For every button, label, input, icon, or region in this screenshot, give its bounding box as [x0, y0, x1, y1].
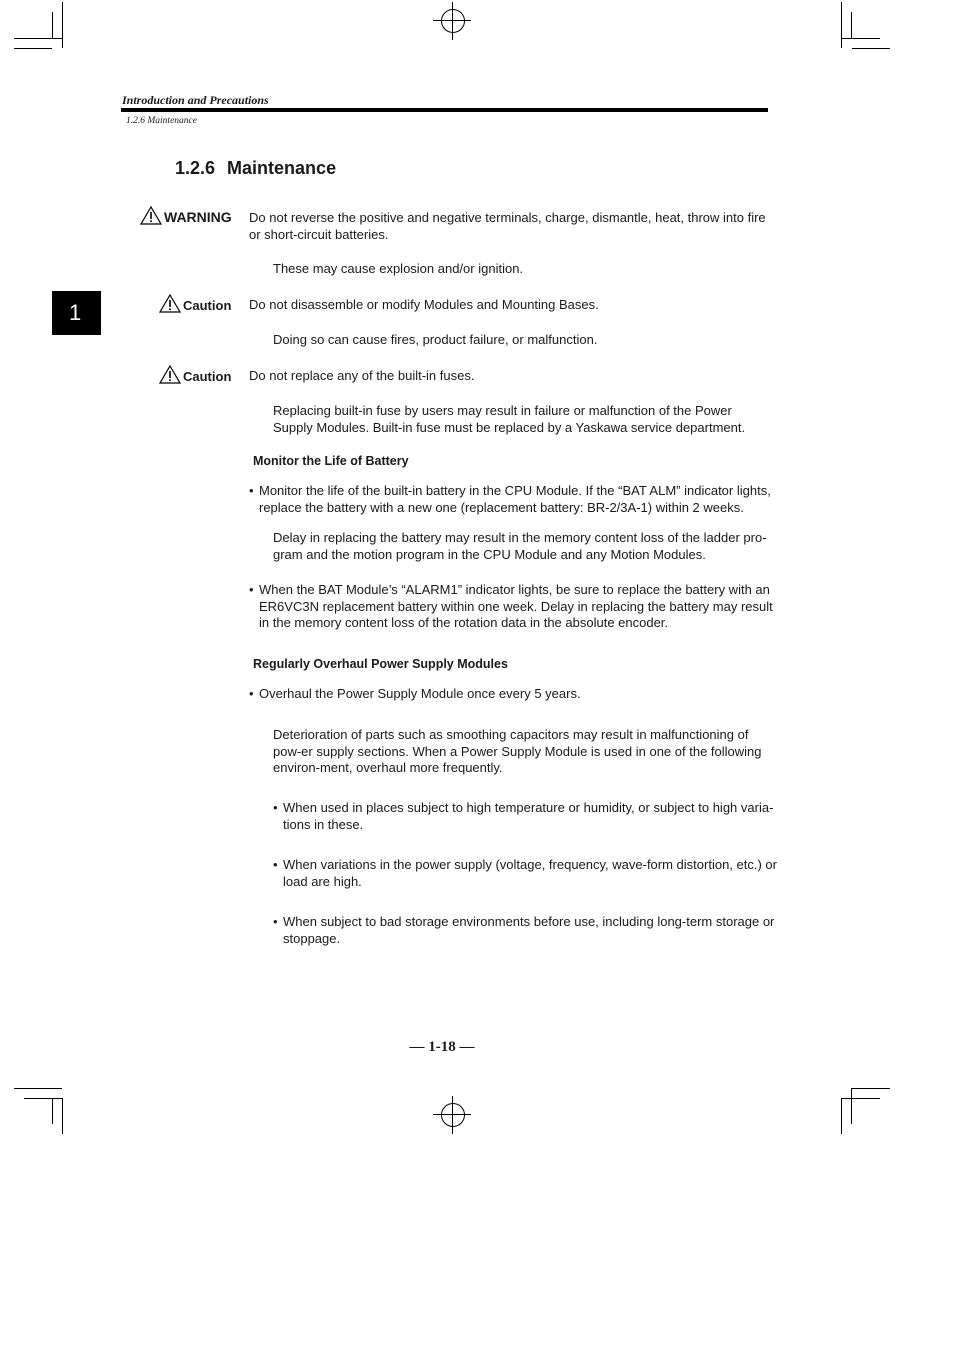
caution-label [159, 294, 231, 313]
overhaul-heading: Regularly Overhaul Power Supply Modules [253, 657, 508, 671]
list-item: • When variations in the power supply (voltage, frequency, wave-form distortion, etc.) or load are high. [273, 857, 777, 889]
warning-triangle-icon [159, 294, 181, 313]
caution-label-text: Caution [183, 298, 232, 313]
chapter-tab: 1 [52, 291, 101, 335]
battery-note: Delay in replacing the battery may result in the memory content loss of the ladder pro-gram and the motion program in the CPU Module and any Motion Modules. [273, 530, 767, 562]
warning-triangle-icon [159, 365, 181, 384]
header-rule [121, 108, 768, 112]
warning-label-text: WARNING [164, 209, 232, 225]
overhaul-note: Deterioration of parts such as smoothing capacitors may result in malfunctioning of pow-er supply sections. When a Power Supply Module is used in one of the following environ-ment, overhaul more frequently. [273, 727, 762, 775]
warning-statement: Do not reverse the positive and negative terminals, charge, dismantle, heat, throw into fire or short-circuit batteries. [249, 210, 766, 242]
section-heading [175, 158, 336, 179]
section-title: Maintenance [227, 158, 337, 178]
caution-label [159, 365, 231, 384]
page-number: — 1-18 — [409, 1039, 475, 1055]
caution-statement: Do not replace any of the built-in fuses. [249, 368, 475, 383]
list-item: • Overhaul the Power Supply Module once every 5 years. [249, 686, 581, 701]
caution-consequence: Doing so can cause fires, product failure, or malfunction. [273, 332, 598, 347]
list-item: • When the BAT Module’s “ALARM1” indicator lights, be sure to replace the battery with an ER6VC3N replacement battery within one week. Delay in replacing the battery may result in the memory content loss of the rotation data in the absolute encoder. [249, 582, 773, 630]
list-item: • Monitor the life of the built-in battery in the CPU Module. If the “BAT ALM” indicator lights, replace the battery with a new one (replacement battery: BR-2/3A-1) within 2 weeks. [249, 483, 771, 515]
list-item: • When subject to bad storage environments before use, including long-term storage or stoppage. [273, 914, 775, 946]
section-number: 1.2.6 [175, 158, 216, 178]
list-item: • When used in places subject to high temperature or humidity, or subject to high varia-tions in these. [273, 800, 774, 832]
running-header-subsection: 1.2.6 Maintenance [126, 116, 197, 126]
battery-heading: Monitor the Life of Battery [253, 454, 409, 468]
caution-consequence: Replacing built-in fuse by users may result in failure or malfunction of the Power Supply Modules. Built-in fuse must be replaced by a Yaskawa service department. [273, 403, 746, 435]
caution-statement: Do not disassemble or modify Modules and Mounting Bases. [249, 297, 599, 312]
warning-triangle-icon [140, 206, 162, 225]
warning-consequence: These may cause explosion and/or ignition. [273, 261, 524, 276]
warning-label [140, 206, 232, 225]
running-header-title: Introduction and Precautions [122, 93, 269, 107]
caution-label-text: Caution [183, 369, 232, 384]
